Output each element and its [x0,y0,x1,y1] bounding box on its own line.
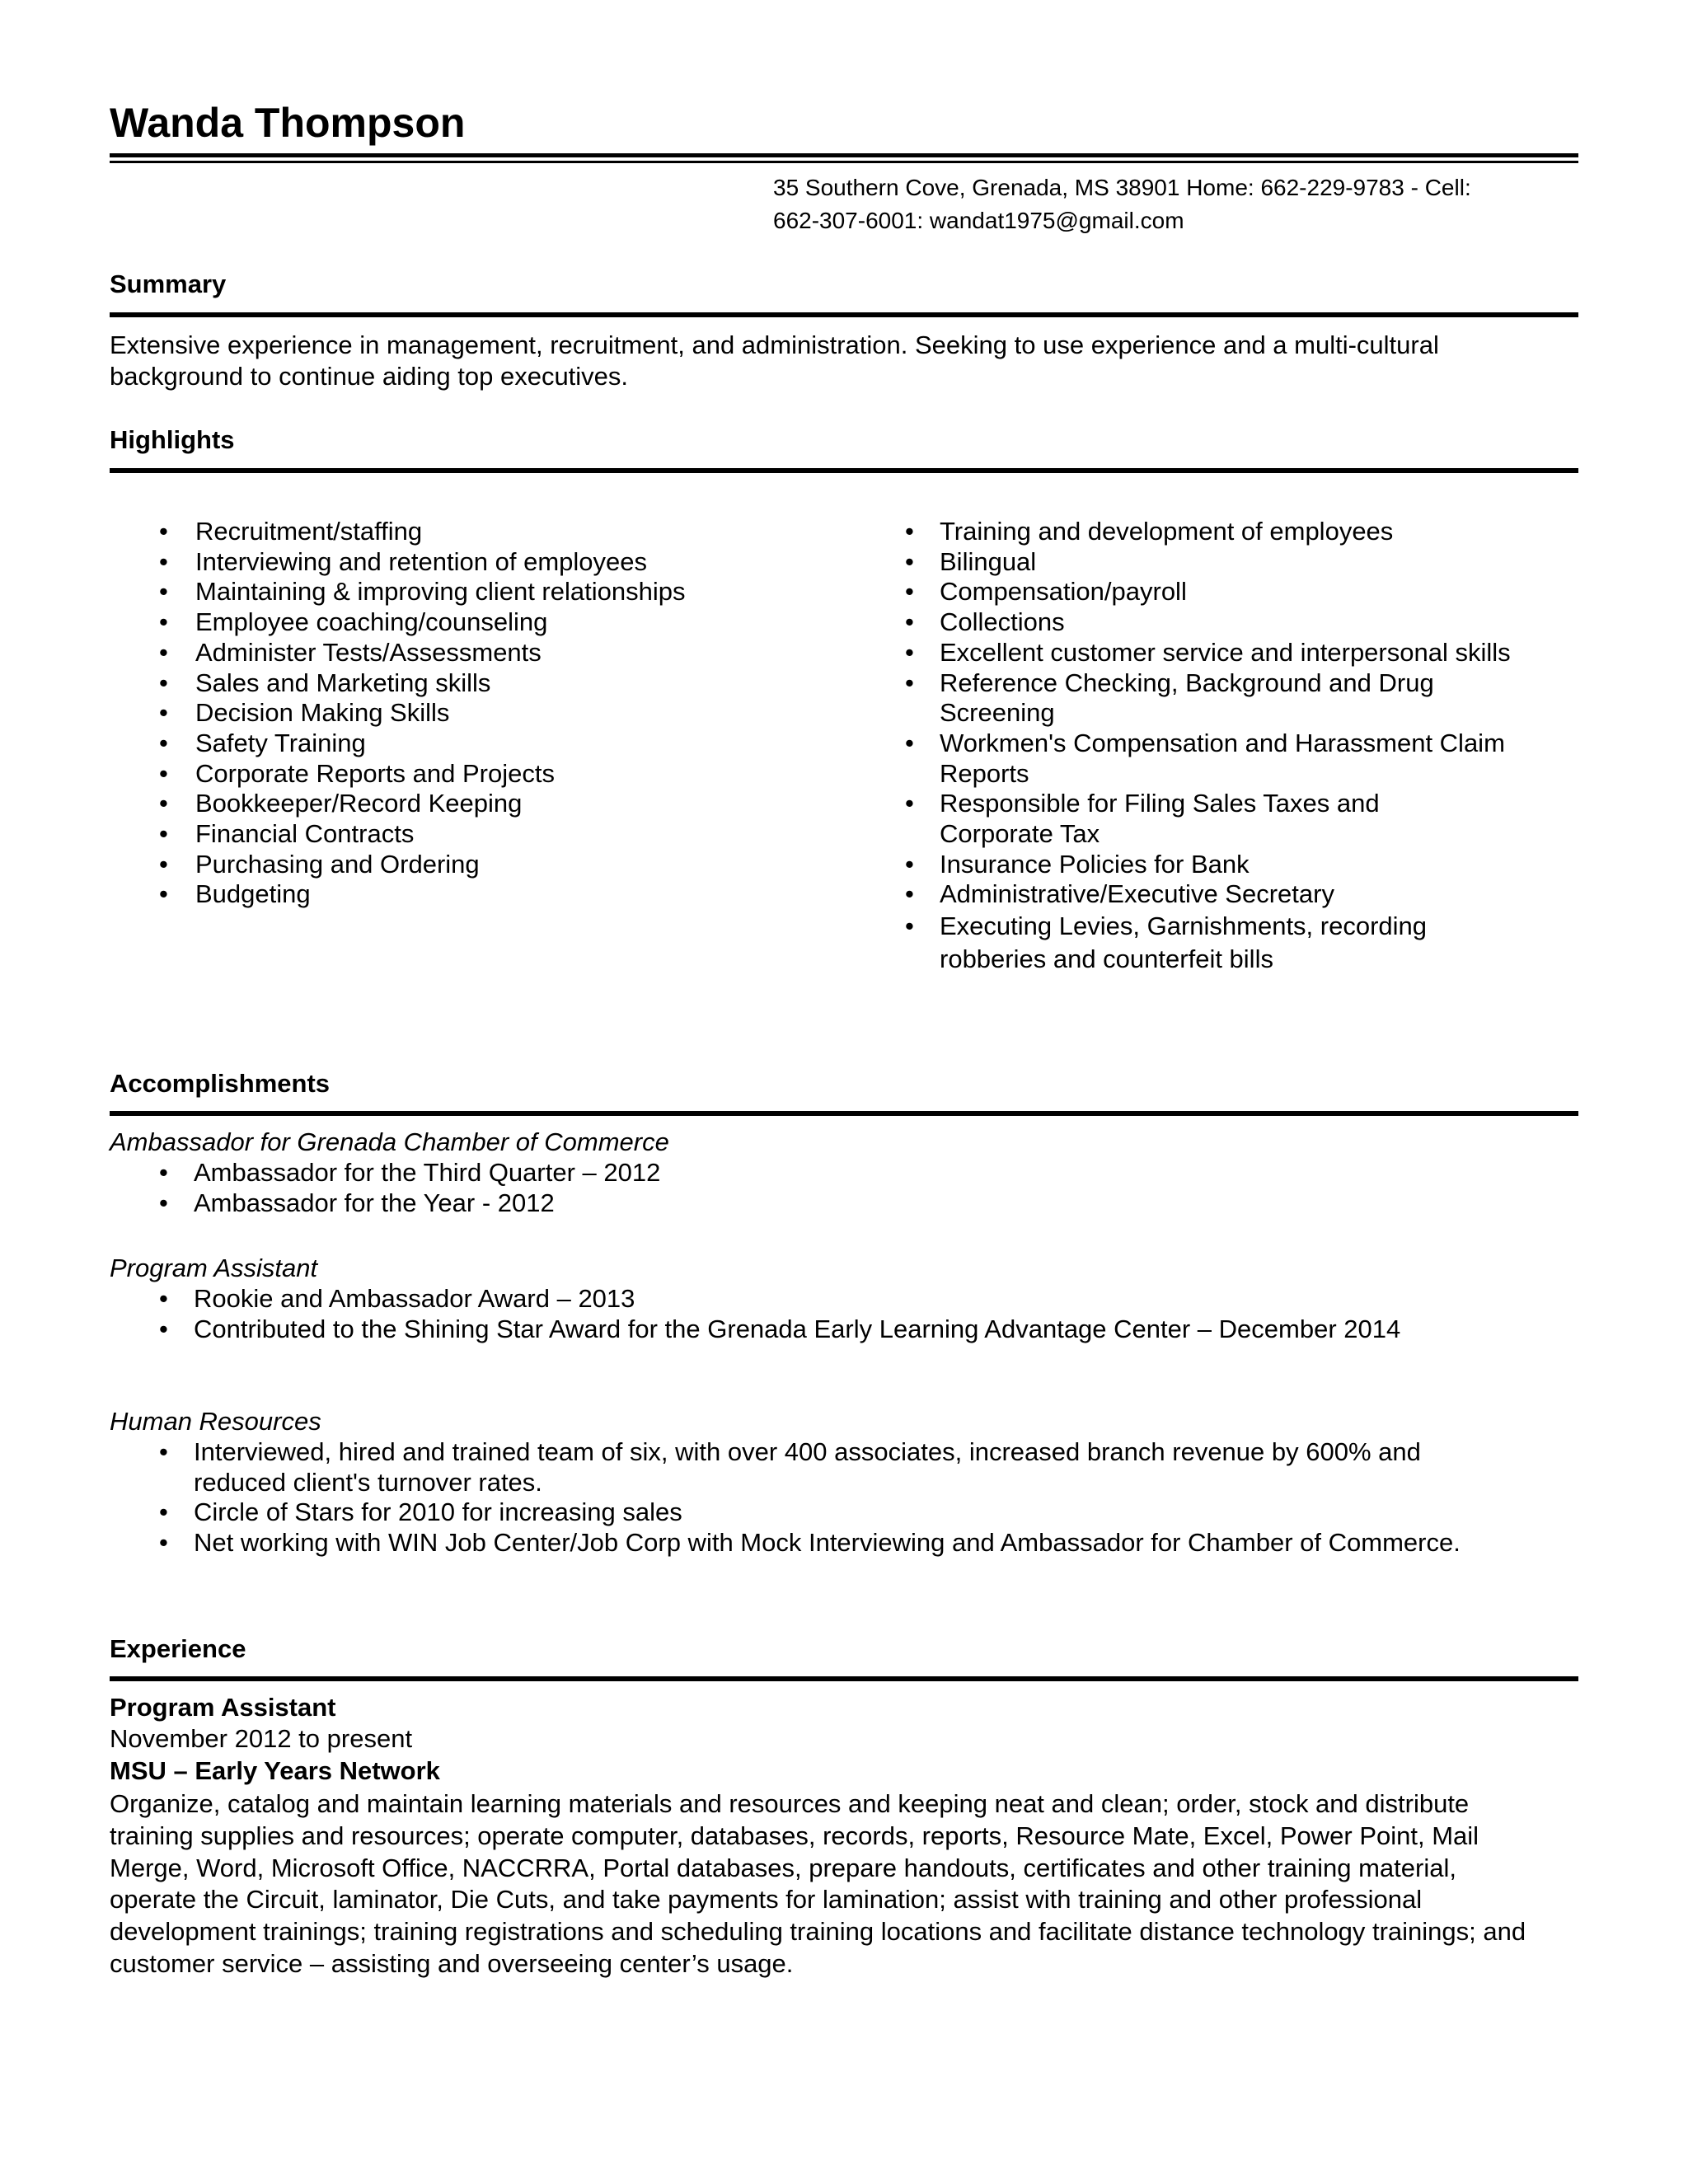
highlights-heading: Highlights [110,425,235,454]
list-item: • Corporate Reports and Projects [110,759,851,790]
section-rule [110,312,1578,317]
list-item: • Workmen's Compensation and Harassment Claim Reports [905,729,1564,789]
list-item: • Decision Making Skills [110,698,851,729]
list-item: • Financial Contracts [110,819,851,850]
list-item: • Collections [905,607,1564,638]
list-item: • Ambassador for the Third Quarter – 2012 [159,1158,1610,1188]
list-item: • Administrative/Executive Secretary [905,879,1564,910]
section-rule [110,1111,1578,1116]
list-item: • Rookie and Ambassador Award – 2013 [159,1284,1560,1315]
list-item: • Interviewing and retention of employees [110,547,851,578]
list-item: • Reference Checking, Background and Drug Screening [905,668,1517,729]
list-item: • Bilingual [905,547,1564,578]
list-item: • Contributed to the Shining Star Award for the Grenada Early Learning Advantage Center – December 2014 [159,1315,1529,1345]
list-item: • Maintaining & improving client relationships [110,577,851,607]
list-item: • Employee coaching/counseling [110,607,851,638]
section-rule [110,468,1578,473]
list-item: • Ambassador for the Year - 2012 [159,1188,1610,1219]
list-item: • Sales and Marketing skills [110,668,851,699]
candidate-name: Wanda Thompson [110,100,466,146]
list-item: • Recruitment/staffing [110,517,851,547]
job-title: Program Assistant [110,1693,336,1722]
highlights-left-list [110,517,851,910]
job-employer: MSU – Early Years Network [110,1756,440,1785]
list-item: • Net working with WIN Job Center/Job Corp with Mock Interviewing and Ambassador for Chamber of Commerce. [159,1528,1463,1558]
accomplishment-list [159,1437,1560,1558]
accomplishment-group-heading: Program Assistant [110,1254,318,1282]
accomplishment-group-heading: Human Resources [110,1407,321,1436]
list-item: • Bookkeeper/Record Keeping [110,789,851,819]
list-item: • Interviewed, hired and trained team of six, with over 400 associates, increased branch revenue by 600% and reduced client's turnover rates. [159,1437,1479,1497]
experience-heading: Experience [110,1634,246,1663]
summary-heading: Summary [110,269,227,298]
list-item: • Training and development of employees [905,517,1564,547]
accomplishments-heading: Accomplishments [110,1069,331,1098]
header-rule [110,153,1578,163]
accomplishment-group-heading: Ambassador for Grenada Chamber of Commerce [110,1127,669,1156]
contact-info [773,171,1564,237]
accomplishment-list [159,1284,1560,1344]
summary-text: Extensive experience in management, recruitment, and administration. Seeking to use experience and a multi-cultural background to continue aiding top executives. [110,330,1439,391]
contact-line: 662-307-6001: wandat1975@gmail.com [773,208,1184,233]
list-item: • Compensation/payroll [905,577,1564,607]
contact-line: 35 Southern Cove, Grenada, MS 38901 Home: 662-229-9783 - Cell: [773,175,1471,200]
list-item: • Responsible for Filing Sales Taxes and Corporate Tax [905,789,1467,849]
list-item: • Budgeting [110,879,851,910]
list-item: • Purchasing and Ordering [110,850,851,880]
accomplishment-list [159,1158,1610,1218]
section-rule [110,1676,1578,1681]
list-item: • Insurance Policies for Bank [905,850,1564,880]
job-description: Organize, catalog and maintain learning materials and resources and keeping neat and clean; order, stock and distribute training supplies and resources; operate computer, databases, records, reports, Resource Mate, Excel, Power Point, Mail Merge, Word, Microsoft Office, NACCRRA, Portal databases, prepare handouts, certificates and other training material, operate the Circuit, laminator, Die Cuts, and take payments for lamination; assist with training and other professional development trainings; training registrations and scheduling training locations and facilitate distance technology trainings; and customer service – assisting and overseeing center’s usage. [110,1789,1526,1978]
highlights-right-list [905,517,1564,976]
list-item: • Excellent customer service and interpersonal skills [905,638,1533,668]
list-item: • Safety Training [110,729,851,759]
list-item: • Executing Levies, Garnishments, recording robberies and counterfeit bills [905,910,1500,976]
list-item: • Circle of Stars for 2010 for increasing sales [159,1497,1560,1528]
job-dates: November 2012 to present [110,1724,413,1753]
list-item: • Administer Tests/Assessments [110,638,851,668]
